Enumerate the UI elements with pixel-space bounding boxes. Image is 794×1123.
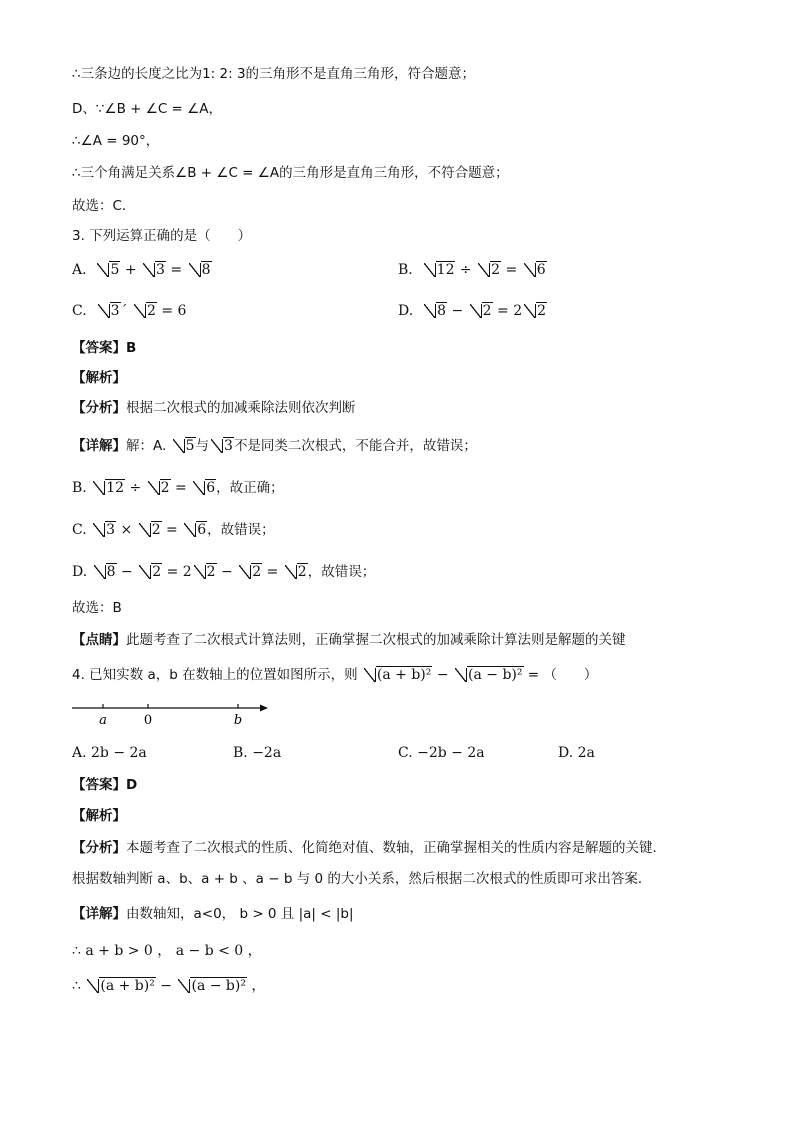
- q3-option-a: A. 5 + 3 = 8: [72, 262, 211, 278]
- q4-option-b: B. −2a: [233, 745, 282, 761]
- label-0: 0: [143, 713, 153, 728]
- q3-xiangjie-a: 【详解】解：A. 5与 3不是同类二次根式，不能合并，故错误；: [72, 438, 477, 454]
- q3-answer: 【答案】B: [72, 340, 137, 356]
- text-line-3: ∴∠A = 90°，: [72, 133, 160, 149]
- text-line-1: ∴三条边的长度之比为1: 2: 3的三角形不是直角三角形，符合题意；: [72, 66, 476, 82]
- q3-xiangjie-b: B. 12 ÷ 2 = 6，故正确；: [72, 480, 284, 496]
- q4-fenxi: 【分析】本题考查了二次根式的性质、化简绝对值、数轴，正确掌握相关的性质内容是解题的关键．: [72, 840, 666, 856]
- q3-option-c: C. 3´ 2 = 6: [72, 303, 187, 319]
- q4-jiexi: 【解析】: [72, 808, 126, 824]
- text-line-2: D、∵∠B + ∠C = ∠A，: [72, 101, 223, 117]
- q4-stem: 4. 已知实数 a，b 在数轴上的位置如图所示，则 (a + b)² − (a − b)² = （ ）: [72, 667, 598, 683]
- text-line-4: ∴三个角满足关系∠B + ∠C = ∠A的三角形是直角三角形，不符合题意；: [72, 165, 509, 181]
- number-line-arrow-icon: [260, 705, 268, 712]
- q3-jiexi: 【解析】: [72, 370, 126, 386]
- q4-option-a: A. 2b − 2a: [72, 745, 147, 761]
- q3-xiangjie-d: D. 8 − 2 = 2 2 − 2 = 2，故错误；: [72, 564, 376, 580]
- q3-xiangjie-c: C. 3 × 2 = 6，故错误；: [72, 522, 275, 538]
- q4-answer: 【答案】D: [72, 777, 138, 793]
- q4-option-d: D. 2a: [558, 745, 595, 761]
- q3-dianjing: 【点睛】此题考查了二次根式计算法则，正确掌握二次根式的加减乘除计算法则是解题的关键: [72, 632, 626, 648]
- q4-xiangjie-2: ∴ a + b > 0 ， a − b < 0 ，: [72, 943, 262, 959]
- q3-option-b: B. 12 ÷ 2 = 6: [398, 262, 546, 278]
- q3-option-d: D. 8 − 2 = 2 2: [398, 303, 547, 319]
- q4-xiangjie-1: 【详解】由数轴知，a<0， b > 0 且 |a| < |b|: [72, 906, 354, 922]
- q3-fenxi: 【分析】根据二次根式的加减乘除法则依次判断: [72, 400, 356, 416]
- q3-stem: 3. 下列运算正确的是（ ）: [72, 228, 252, 244]
- text-line-5: 故选：C．: [72, 198, 136, 214]
- label-a: a: [99, 713, 107, 728]
- label-b: b: [233, 713, 243, 728]
- q4-fenxi-2: 根据数轴判断 a、b、a + b 、a − b 与 0 的大小关系，然后根据二次根式的性质即可求出答案．: [72, 871, 652, 887]
- q4-option-c: C. −2b − 2a: [398, 745, 485, 761]
- number-line-figure: [72, 700, 272, 730]
- q3-guxuan: 故选：B: [72, 600, 122, 616]
- q4-xiangjie-3: ∴ (a + b)² − (a − b)² ，: [72, 978, 266, 994]
